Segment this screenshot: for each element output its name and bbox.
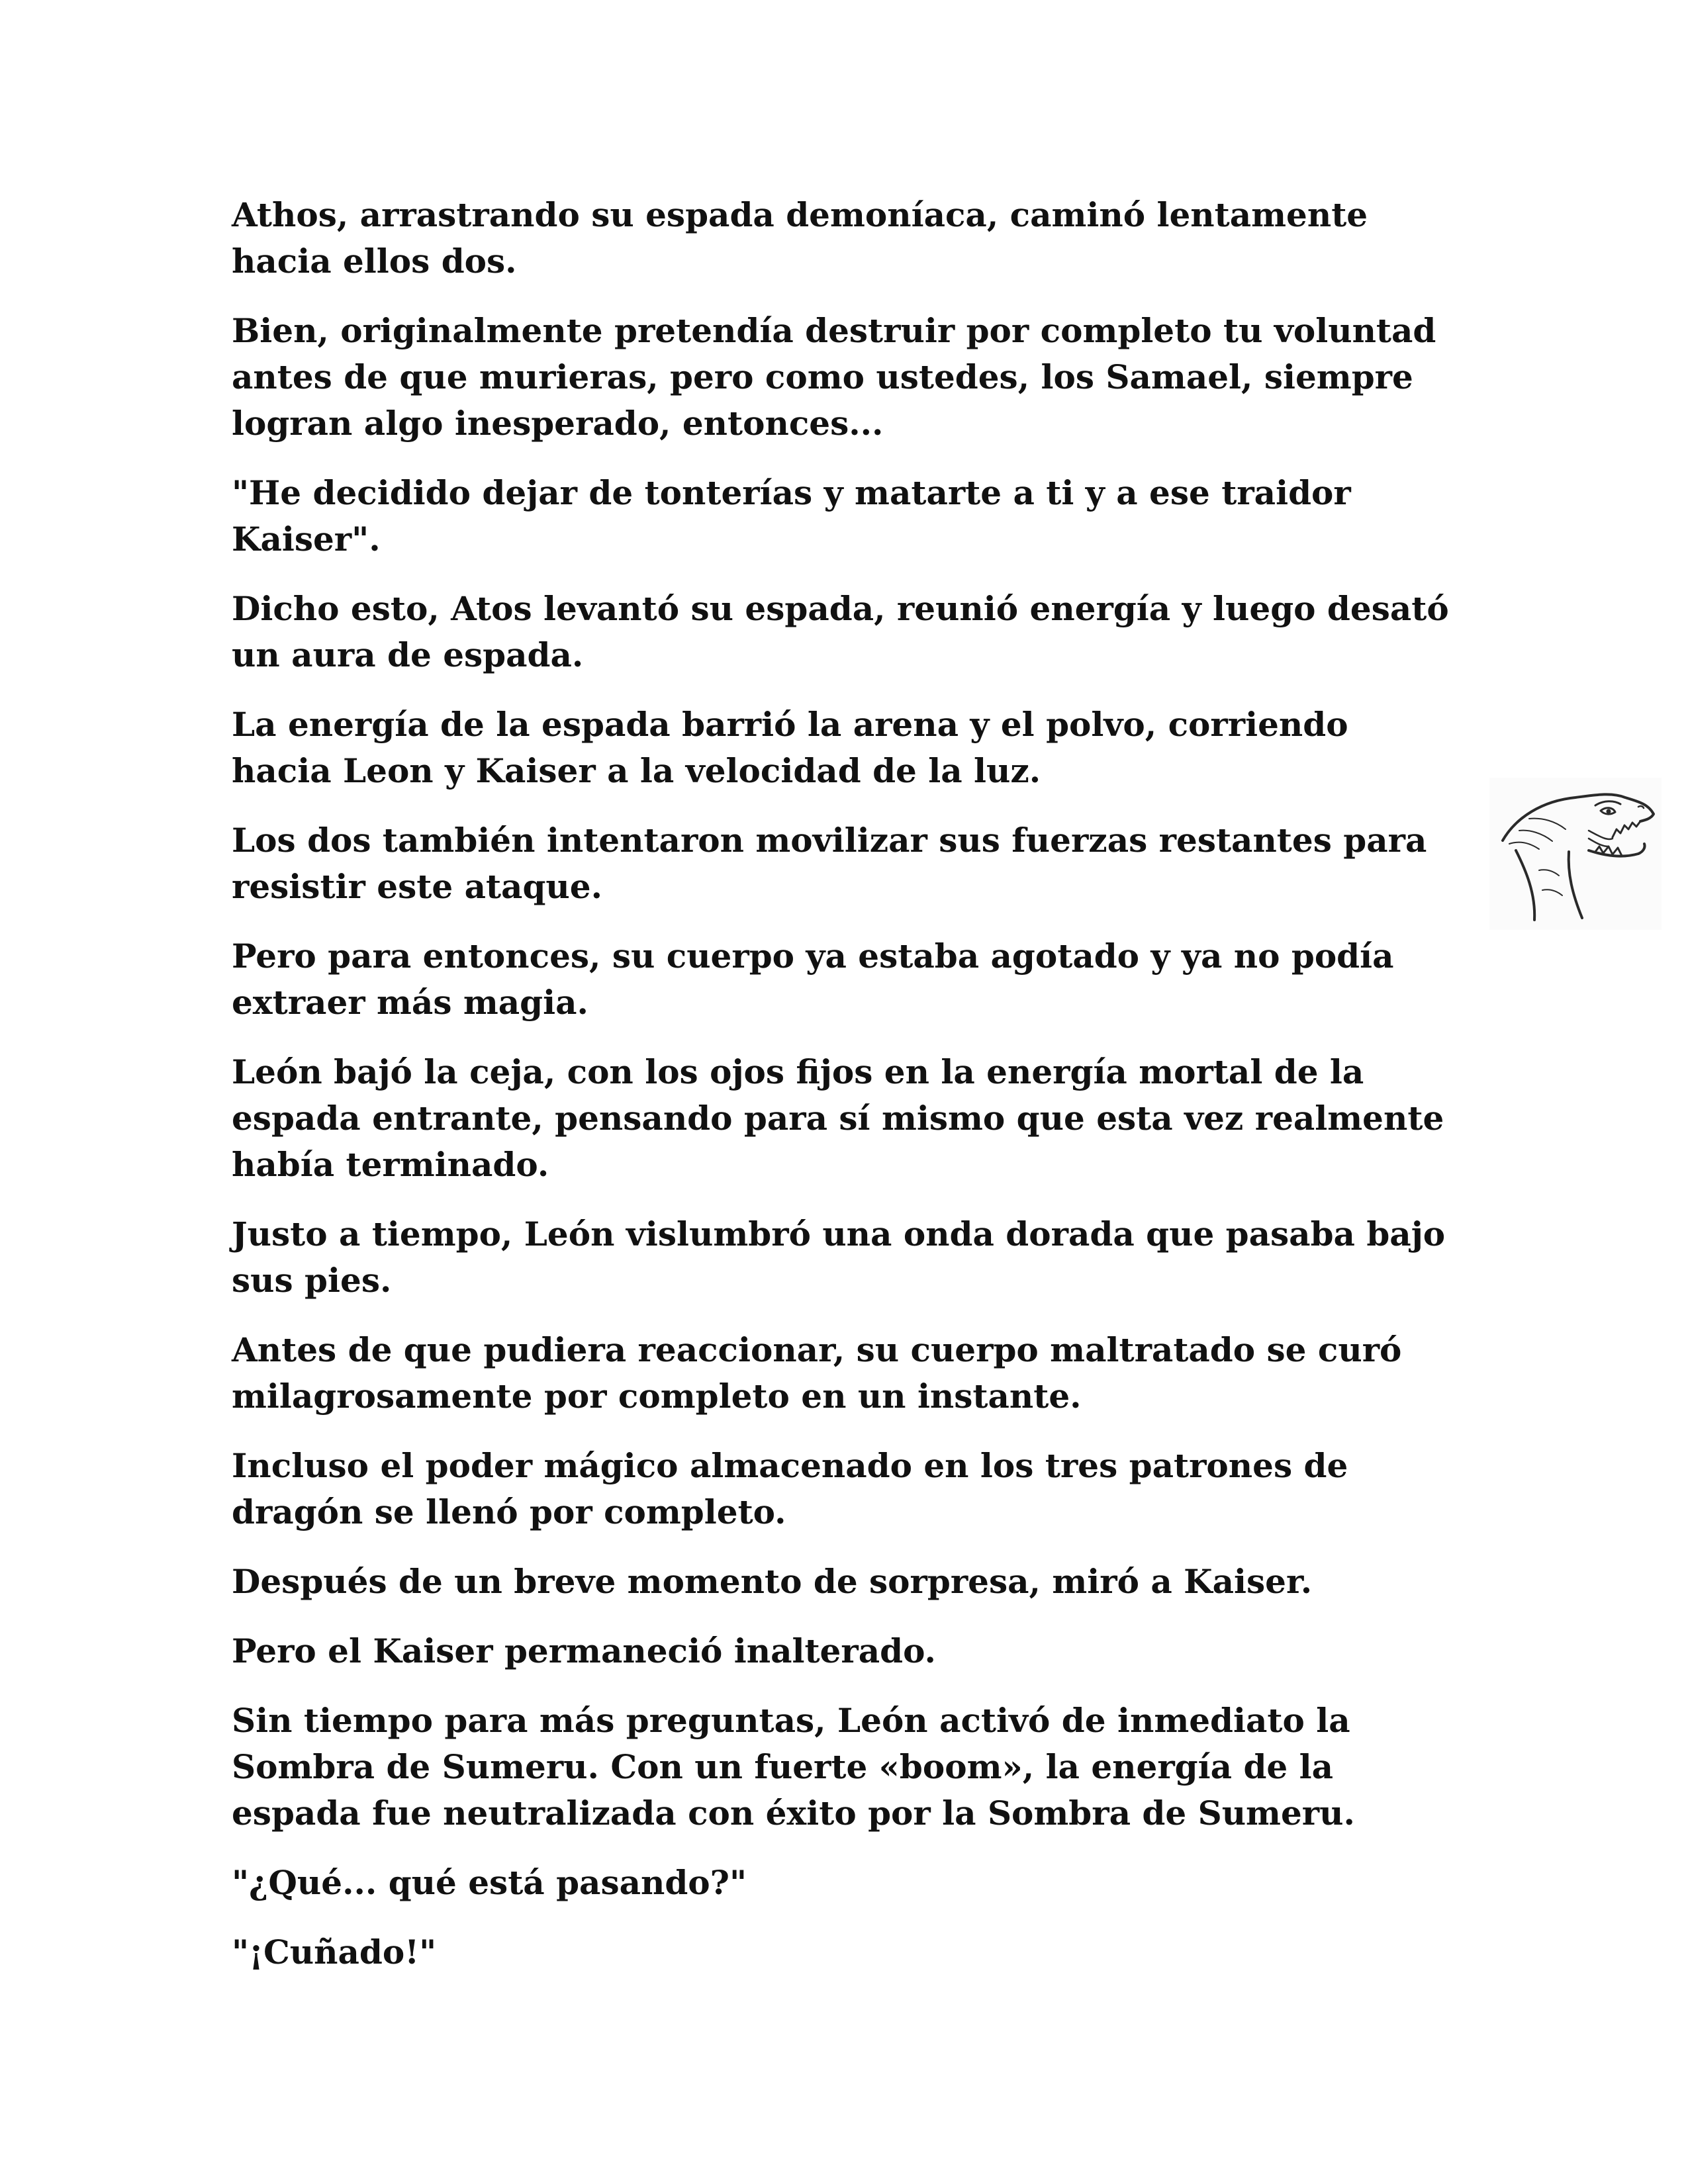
paragraph: Justo a tiempo, León vislumbró una onda dorada que pasaba bajo sus pies.	[232, 1214, 1446, 1300]
paragraph: Antes de que pudiera reaccionar, su cuerpo maltratado se curó milagrosamente por completo en un instante.	[232, 1330, 1402, 1416]
paragraph: Sin tiempo para más preguntas, León activó de inmediato la Sombra de Sumeru. Con un fuerte «boom», la energía de la espada fue neutralizada con éxito por la Sombra de Sumeru.	[232, 1701, 1355, 1833]
paragraph: Incluso el poder mágico almacenado en los tres patrones de dragón se llenó por completo.	[232, 1446, 1348, 1531]
paragraph: Después de un breve momento de sorpresa, miró a Kaiser.	[232, 1562, 1313, 1601]
dinosaur-sketch-icon	[1489, 778, 1662, 930]
paragraph: León bajó la ceja, con los ojos fijos en la energía mortal de la espada entrante, pensando para sí mismo que esta vez realmente había terminado.	[232, 1052, 1444, 1184]
paragraph: Pero el Kaiser permaneció inalterado.	[232, 1631, 936, 1670]
paragraph: "¿Qué... qué está pasando?"	[232, 1863, 747, 1902]
story-text	[232, 192, 1456, 1999]
paragraph: Los dos también intentaron movilizar sus fuerzas restantes para resistir este ataque.	[232, 821, 1427, 906]
paragraph: Dicho esto, Atos levantó su espada, reunió energía y luego desató un aura de espada.	[232, 589, 1449, 674]
paragraph: "¡Cuñado!"	[232, 1933, 437, 1972]
paragraph: La energía de la espada barrió la arena y el polvo, corriendo hacia Leon y Kaiser a la velocidad de la luz.	[232, 705, 1348, 790]
paragraph: Pero para entonces, su cuerpo ya estaba agotado y ya no podía extraer más magia.	[232, 936, 1394, 1022]
paragraph: Athos, arrastrando su espada demoníaca, caminó lentamente hacia ellos dos.	[232, 195, 1368, 281]
paragraph: Bien, originalmente pretendía destruir por completo tu voluntad antes de que murieras, pero como ustedes, los Samael, siempre logran algo inesperado, entonces...	[232, 311, 1436, 443]
paragraph: "He decidido dejar de tonterías y matarte a ti y a ese traidor Kaiser".	[232, 473, 1351, 559]
